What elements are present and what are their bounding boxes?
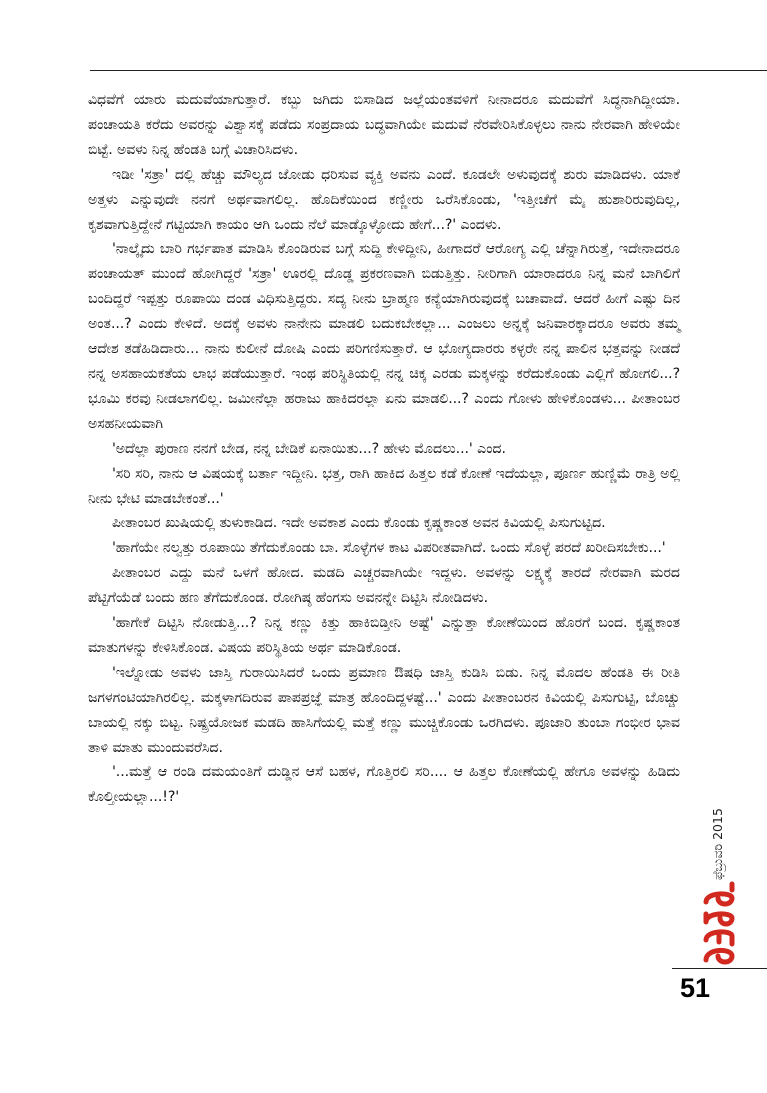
- paragraph: 'ಇಲ್ನೋಡು ಅವಳು ಜಾಸ್ತಿ ಗುರಾಯಿಸಿದರೆ ಒಂದು ಪ್ರಮಾಣ ಔಷಧಿ ಜಾಸ್ತಿ ಕುಡಿಸಿ ಬಿಡು. ನಿನ್ನ ಮೊದಲ ಹೆಂಡತಿ ಈ ರೀತಿ ಜಗಳಗಂಟಿಯಾಗಿರಲಿಲ್ಲ. ಮಕ್ಕಳಾಗದಿರುವ ಪಾಪಪ್ರಜ್ಞೆ ಮಾತ್ರ ಹೊಂದಿದ್ದಳಷ್ಟೆ...' ಎಂದು ಪೀತಾಂಬರನ ಕಿವಿಯಲ್ಲಿ ಪಿಸುಗುಟ್ಟಿ, ಬೊಚ್ಚು ಬಾಯಲ್ಲಿ ನಕ್ಕು ಬಿಟ್ಟ. ನಿಷ್ಪ್ರಯೋಜಕ ಮಡದಿ ಹಾಸಿಗೆಯಲ್ಲಿ ಮತ್ತೆ ಕಣ್ಣು ಮುಚ್ಚಿಕೊಂಡು ಒರಗಿದಳು. ಪೂಜಾರಿ ತುಂಬಾ ಗಂಭೀರ ಭಾವ ತಾಳಿ ಮಾತು ಮುಂದುವರೆಸಿದ.: [88, 664, 680, 756]
- paragraph: ವಿಧವೆಗೆ ಯಾರು ಮದುವೆಯಾಗುತ್ತಾರೆ. ಕಬ್ಬು ಜಗಿದು ಬಿಸಾಡಿದ ಜಲ್ಲೆಯಂತವಳಿಗೆ ನೀನಾದರೂ ಮದುವೆಗೆ ಸಿದ್ಧನಾಗಿದ್ದೀಯಾ. ಪಂಚಾಯತಿ ಕರೆದು ಅವರನ್ನು ವಿಶ್ವಾಸಕ್ಕೆ ಪಡೆದು ಸಂಪ್ರದಾಯ ಬದ್ಧವಾಗಿಯೇ ಮದುವೆ ನೆರವೇರಿಸಿಕೊಳ್ಳಲು ನಾನು ನೇರವಾಗಿ ಹೇಳಿಯೇ ಬಿಟ್ಟೆ. ಅವಳು ನಿನ್ನ ಹೆಂಡತಿ ಬಗ್ಗೆ ವಿಚಾರಿಸಿದಳು.: [88, 92, 680, 158]
- article-body: [88, 88, 680, 810]
- paragraph: 'ಹಾಗೆಯೇ ನಲ್ವತ್ತು ರೂಪಾಯಿ ತೆಗೆದುಕೊಂಡು ಬಾ. ಸೊಳ್ಳೆಗಳ ಕಾಟ ವಿಪರೀತವಾಗಿದೆ. ಒಂದು ಸೊಳ್ಳೆ ಪರದೆ ಖರೀದಿಸಬೇಕು...': [112, 540, 666, 557]
- paragraph: ಪೀತಾಂಬರ ಖುಷಿಯಲ್ಲಿ ತುಳುಕಾಡಿದ. ಇದೇ ಅವಕಾಶ ಎಂದು ಕೊಂಡು ಕೃಷ್ಣಕಾಂತ ಅವನ ಕಿವಿಯಲ್ಲಿ ಪಿಸುಗುಟ್ಟಿದ.: [112, 515, 606, 532]
- issue-date-label: ಫೆಬ್ರುವರಿ 2015: [710, 808, 725, 880]
- magazine-logo: [700, 880, 738, 966]
- page-number: 51: [680, 973, 711, 1003]
- paragraph: 'ನಾಲ್ಕೈದು ಬಾರಿ ಗರ್ಭಪಾತ ಮಾಡಿಸಿ ಕೊಂಡಿರುವ ಬಗ್ಗೆ ಸುದ್ದಿ ಕೇಳಿದ್ದೀನಿ, ಹೀಗಾದರೆ ಆರೋಗ್ಯ ಎಲ್ಲಿ ಚೆನ್ನಾಗಿರುತ್ತೆ, ಇದೇನಾದರೂ ಪಂಚಾಯತ್ ಮುಂದೆ ಹೋಗಿದ್ದರೆ 'ಸತ್ರಾ' ಊರಲ್ಲಿ ದೊಡ್ಡ ಪ್ರಕರಣವಾಗಿ ಬಿಡುತ್ತಿತ್ತು. ನೀರಿಗಾಗಿ ಯಾರಾದರೂ ನಿನ್ನ ಮನೆ ಬಾಗಿಲಿಗೆ ಬಂದಿದ್ದರೆ ಇಪ್ಪತ್ತು ರೂಪಾಯಿ ದಂಡ ವಿಧಿಸುತ್ತಿದ್ದರು. ಸದ್ಯ ನೀನು ಬ್ರಾಹ್ಮಣ ಕನ್ಯೆಯಾಗಿರುವುದಕ್ಕೆ ಬಚಾವಾದೆ. ಆದರೆ ಹೀಗೆ ಎಷ್ಟು ದಿನ ಅಂತ...? ಎಂದು ಕೇಳಿದೆ. ಅದಕ್ಕೆ ಅವಳು ನಾನೇನು ಮಾಡಲಿ ಬದುಕಬೇಕಲ್ಲಾ... ಎಂಜಲು ಅನ್ನಕ್ಕೆ ಜನಿವಾರಕ್ಕಾದರೂ ಅವರು ತಮ್ಮ ಆದೇಶ ತಡೆಹಿಡಿದಾರು... ನಾನು ಕುಲೀನೆ ದೋಷಿ ಎಂದು ಪರಿಗಣಿಸುತ್ತಾರೆ. ಆ ಭೋಗ್ಯದಾರರು ಕಳ್ಳರೇ ನನ್ನ ಪಾಲಿನ ಭತ್ತವನ್ನು ನೀಡದೆ ನನ್ನ ಅಸಹಾಯಕತೆಯ ಲಾಭ ಪಡೆಯುತ್ತಾರೆ. ಇಂಥ ಪರಿಸ್ಥಿತಿಯಲ್ಲಿ ನನ್ನ ಚಿಕ್ಕ ಎರಡು ಮಕ್ಕಳನ್ನು ಕರೆದುಕೊಂಡು ಎಲ್ಲಿಗೆ ಹೋಗಲಿ...? ಭೂಮಿ ಕರವು ನೀಡಲಾಗಲಿಲ್ಲ. ಜಮೀನೆಲ್ಲಾ ಹರಾಜು ಹಾಕಿದರಲ್ಲಾ ಏನು ಮಾಡಲಿ...? ಎಂದು ಗೋಳು ಹೇಳಿಕೊಂಡಳು... ಪೀತಾಂಬರ ಅಸಹನೀಯವಾಗಿ: [88, 241, 680, 432]
- paragraph: '...ಮತ್ತೆ ಆ ರಂಡಿ ದಮಯಂತಿಗೆ ದುಡ್ಡಿನ ಆಸೆ ಬಹಳ, ಗೊತ್ತಿರಲಿ ಸರಿ.... ಆ ಹಿತ್ತಲ ಕೋಣೆಯಲ್ಲಿ ಹೇಗೂ ಅವಳನ್ನು ಹಿಡಿದು ಕೊಲ್ತೀಯಲ್ಲಾ...!?': [88, 764, 680, 806]
- paragraph: 'ಅದೆಲ್ಲಾ ಪುರಾಣ ನನಗೆ ಬೇಡ, ನನ್ನ ಬೇಡಿಕೆ ಏನಾಯಿತು...? ಹೇಳು ಮೊದಲು...' ಎಂದ.: [112, 440, 506, 457]
- paragraph: ಇಡೀ 'ಸತ್ರಾ' ದಲ್ಲಿ ಹೆಚ್ಚು ಮೌಲ್ಯದ ಜೋಡು ಧರಿಸುವ ವ್ಯಕ್ತಿ ಅವನು ಎಂದೆ. ಕೂಡಲೇ ಅಳುವುದಕ್ಕೆ ಶುರು ಮಾಡಿದಳು. ಯಾಕೆ ಅತ್ತಳು ಎನ್ನುವುದೇ ನನಗೆ ಅರ್ಥವಾಗಲಿಲ್ಲ. ಹೊದಿಕೆಯಿಂದ ಕಣ್ಣೀರು ಒರೆಸಿಕೊಂಡು, 'ಇತ್ತೀಚೆಗೆ ಮೈ ಹುಶಾರಿರುವುದಿಲ್ಲ, ಕೃಶವಾಗುತ್ತಿದ್ದೇನೆ ಗಟ್ಟಿಯಾಗಿ ಕಾಯಂ ಆಗಿ ಒಂದು ನೆಲೆ ಮಾಡ್ಕೊಳ್ಳೋದು ಹೇಗೆ...?' ಎಂದಳು.: [88, 166, 680, 233]
- paragraph: 'ಸರಿ ಸರಿ, ನಾನು ಆ ವಿಷಯಕ್ಕೆ ಬರ್ತಾ ಇದ್ದೀನಿ. ಭತ್ತ, ರಾಗಿ ಹಾಕಿದ ಹಿತ್ತಲ ಕಡೆ ಕೋಣೆ ಇದೆಯಲ್ಲಾ, ಪೂರ್ಣ ಹುಣ್ಣಿಮೆ ರಾತ್ರಿ ಅಲ್ಲಿ ನೀನು ಭೇಟಿ ಮಾಡಬೇಕಂತೆ...': [88, 465, 680, 507]
- paragraph: ಪೀತಾಂಬರ ಎದ್ದು ಮನೆ ಒಳಗೆ ಹೋದ. ಮಡದಿ ಎಚ್ಚರವಾಗಿಯೇ ಇದ್ದಳು. ಅವಳನ್ನು ಲಕ್ಷ್ಯಕ್ಕೆ ತಾರದೆ ನೇರವಾಗಿ ಮರದ ಪೆಟ್ಟಿಗೆಯೆಡೆ ಬಂದು ಹಣ ತೆಗೆದುಕೊಂಡ. ರೋಗಿಷ್ಠ ಹೆಂಗಸು ಅವನನ್ನೇ ದಿಟ್ಟಿಸಿ ನೋಡಿದಳು.: [88, 565, 680, 607]
- paragraph: 'ಹಾಗೇಕೆ ದಿಟ್ಟಿಸಿ ನೋಡುತ್ತಿ...? ನಿನ್ನ ಕಣ್ಣು ಕಿತ್ತು ಹಾಕಿಬಿಡ್ತೀನಿ ಅಷ್ಟೆ' ಎನ್ನುತ್ತಾ ಕೋಣೆಯಿಂದ ಹೊರಗೆ ಬಂದ. ಕೃಷ್ಣಕಾಂತ ಮಾತುಗಳನ್ನು ಕೇಳಿಸಿಕೊಂಡ. ವಿಷಯ ಪರಿಸ್ಥಿತಿಯ ಅರ್ಥ ಮಾಡಿಕೊಂಡ.: [88, 615, 680, 656]
- magazine-sidebar: [688, 760, 748, 965]
- header-rule: [90, 70, 767, 71]
